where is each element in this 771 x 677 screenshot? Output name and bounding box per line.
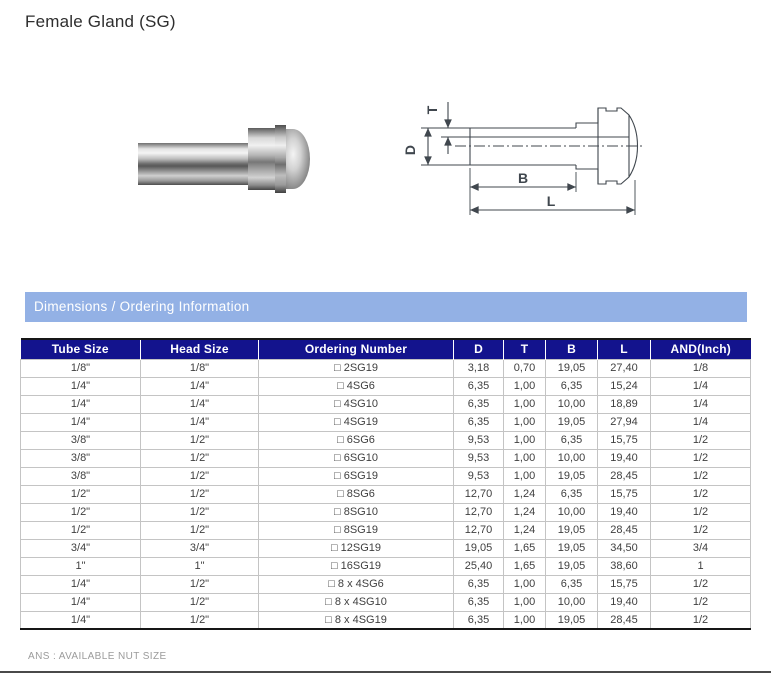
table-cell: 1/2" (21, 521, 141, 539)
table-cell: 1/4" (21, 611, 141, 629)
table-cell: 10,00 (546, 449, 598, 467)
table-cell: 15,75 (598, 485, 651, 503)
column-header-5: B (546, 339, 598, 359)
section-header (25, 292, 747, 322)
table-cell: 1/2 (651, 449, 751, 467)
table-cell: 6,35 (546, 431, 598, 449)
table-cell: 1,00 (504, 377, 546, 395)
table-cell: 1,00 (504, 467, 546, 485)
table-cell: □ 8 x 4SG10 (259, 593, 454, 611)
table-cell: 19,05 (454, 539, 504, 557)
table-cell: 1/4 (651, 413, 751, 431)
column-header-0: Tube Size (21, 339, 141, 359)
table-cell: 34,50 (598, 539, 651, 557)
table-cell: 1/2 (651, 611, 751, 629)
table-cell: 19,05 (546, 359, 598, 377)
label-L: L (546, 193, 556, 209)
label-T: T (424, 105, 440, 115)
table-cell: 1,24 (504, 503, 546, 521)
table-row (21, 377, 751, 395)
table-row (21, 593, 751, 611)
bottom-divider (0, 671, 771, 673)
footnote: ANS : AVAILABLE NUT SIZE (28, 651, 167, 662)
table-cell: 1 (651, 557, 751, 575)
table-cell: 1/2" (141, 575, 259, 593)
table-cell: 19,05 (546, 413, 598, 431)
table-header-row (21, 339, 751, 359)
table-cell: 19,05 (546, 539, 598, 557)
table-cell: 6,35 (546, 485, 598, 503)
table-cell: 3/8" (21, 467, 141, 485)
table-row (21, 485, 751, 503)
table-cell: 19,40 (598, 449, 651, 467)
table-cell: 1/2" (141, 521, 259, 539)
table-cell: 1/4" (141, 395, 259, 413)
table-cell: 19,05 (546, 521, 598, 539)
table-cell: 1/4" (21, 593, 141, 611)
table-cell: 1/2" (141, 485, 259, 503)
table-cell: 1/4 (651, 395, 751, 413)
table-row (21, 431, 751, 449)
table-cell: 3,18 (454, 359, 504, 377)
table-cell: 19,40 (598, 593, 651, 611)
page-title: Female Gland (SG) (25, 12, 176, 31)
table-cell: 25,40 (454, 557, 504, 575)
photo-dome (286, 129, 310, 189)
table-cell: 6,35 (454, 395, 504, 413)
table-cell: 28,45 (598, 467, 651, 485)
table-cell: □ 6SG19 (259, 467, 454, 485)
table-cell: 6,35 (454, 413, 504, 431)
table-cell: 6,35 (546, 575, 598, 593)
table-cell: 19,05 (546, 557, 598, 575)
table-cell: 19,05 (546, 611, 598, 629)
table-cell: 28,45 (598, 521, 651, 539)
table-cell: 0,70 (504, 359, 546, 377)
table-cell: 9,53 (454, 467, 504, 485)
table-cell: 1/4" (21, 575, 141, 593)
table-cell: 1,00 (504, 575, 546, 593)
column-header-6: L (598, 339, 651, 359)
table-cell: 1,00 (504, 611, 546, 629)
table-cell: 1/8 (651, 359, 751, 377)
table-cell: 10,00 (546, 503, 598, 521)
table-cell: 1/8" (141, 359, 259, 377)
table-cell: 1/2" (141, 467, 259, 485)
table-row (21, 467, 751, 485)
table-cell: 19,40 (598, 503, 651, 521)
table-cell: 1" (141, 557, 259, 575)
table-cell: 1/4" (141, 413, 259, 431)
table-cell: □ 6SG6 (259, 431, 454, 449)
table-row (21, 611, 751, 629)
table-cell: □ 4SG19 (259, 413, 454, 431)
table-cell: 3/8" (21, 449, 141, 467)
table-cell: 1/4" (21, 377, 141, 395)
table-row (21, 539, 751, 557)
table-cell: 1/4" (21, 395, 141, 413)
table-cell: 1,00 (504, 413, 546, 431)
column-header-7: AND(Inch) (651, 339, 751, 359)
table-cell: 12,70 (454, 503, 504, 521)
table-cell: 3/4" (141, 539, 259, 557)
table-cell: 1/2" (141, 611, 259, 629)
photo-tube (138, 143, 248, 185)
table-cell: 1/2 (651, 593, 751, 611)
table-cell: 1/2" (141, 431, 259, 449)
table-cell: □ 4SG10 (259, 395, 454, 413)
photo-flange (275, 125, 286, 193)
table-cell: □ 8 x 4SG19 (259, 611, 454, 629)
table-cell: 6,35 (454, 593, 504, 611)
table-cell: 1/2 (651, 431, 751, 449)
table-row (21, 359, 751, 377)
table-cell: □ 8SG10 (259, 503, 454, 521)
column-header-1: Head Size (141, 339, 259, 359)
photo-body (248, 128, 275, 190)
table-cell: 38,60 (598, 557, 651, 575)
table-cell: 1,65 (504, 557, 546, 575)
table-cell: □ 12SG19 (259, 539, 454, 557)
table-cell: 19,05 (546, 467, 598, 485)
table-cell: 1,00 (504, 449, 546, 467)
table-cell: □ 6SG10 (259, 449, 454, 467)
table-cell: 1/2" (141, 449, 259, 467)
table-cell: 1/2 (651, 485, 751, 503)
column-header-4: T (504, 339, 546, 359)
table-cell: 1/4" (141, 377, 259, 395)
table-cell: 1/2 (651, 467, 751, 485)
column-header-2: Ordering Number (259, 339, 454, 359)
product-photo (138, 120, 310, 196)
table-cell: 6,35 (546, 377, 598, 395)
table-cell: 1,24 (504, 521, 546, 539)
table-row (21, 557, 751, 575)
table-cell: 10,00 (546, 395, 598, 413)
table-cell: 1,65 (504, 539, 546, 557)
table-cell: 1/4" (21, 413, 141, 431)
table-cell: 1,00 (504, 395, 546, 413)
table-cell: 3/4" (21, 539, 141, 557)
table-row (21, 575, 751, 593)
table-cell: 1/2" (141, 503, 259, 521)
table-row (21, 503, 751, 521)
table-cell: 15,24 (598, 377, 651, 395)
dimension-diagram (393, 80, 673, 230)
tube-outline (470, 128, 576, 165)
table-cell: 1,24 (504, 485, 546, 503)
table-cell: 28,45 (598, 611, 651, 629)
table-cell: 1/2 (651, 503, 751, 521)
table-cell: 6,35 (454, 575, 504, 593)
table-cell: 10,00 (546, 593, 598, 611)
table-cell: 6,35 (454, 611, 504, 629)
label-D: D (402, 144, 418, 156)
table-row (21, 521, 751, 539)
table-row (21, 449, 751, 467)
table-cell: □ 2SG19 (259, 359, 454, 377)
table-row (21, 395, 751, 413)
table-cell: 15,75 (598, 575, 651, 593)
table-cell: 12,70 (454, 521, 504, 539)
table-cell: 6,35 (454, 377, 504, 395)
table-cell: 15,75 (598, 431, 651, 449)
table-row (21, 413, 751, 431)
table-cell: 27,40 (598, 359, 651, 377)
table-body (21, 359, 751, 629)
table-cell: 1/2" (141, 593, 259, 611)
table-cell: □ 8SG6 (259, 485, 454, 503)
table-cell: 18,89 (598, 395, 651, 413)
table-cell: 1/2" (21, 503, 141, 521)
table-cell: 3/4 (651, 539, 751, 557)
table-cell: 1,00 (504, 593, 546, 611)
table-cell: 1/2 (651, 575, 751, 593)
table-cell: □ 4SG6 (259, 377, 454, 395)
table-cell: 12,70 (454, 485, 504, 503)
section-header-label: Dimensions / Ordering Information (34, 299, 250, 314)
table-cell: □ 16SG19 (259, 557, 454, 575)
table-cell: 1" (21, 557, 141, 575)
dimensions-table (20, 338, 751, 630)
table-cell: 1/8" (21, 359, 141, 377)
table-cell: 1/4 (651, 377, 751, 395)
table-cell: 3/8" (21, 431, 141, 449)
table-cell: 9,53 (454, 449, 504, 467)
table-cell: 1,00 (504, 431, 546, 449)
table-cell: 1/2 (651, 521, 751, 539)
label-B: B (517, 170, 529, 186)
column-header-3: D (454, 339, 504, 359)
table-cell: □ 8SG19 (259, 521, 454, 539)
table-cell: 1/2" (21, 485, 141, 503)
table-cell: 27,94 (598, 413, 651, 431)
table-cell: 9,53 (454, 431, 504, 449)
table-cell: □ 8 x 4SG6 (259, 575, 454, 593)
